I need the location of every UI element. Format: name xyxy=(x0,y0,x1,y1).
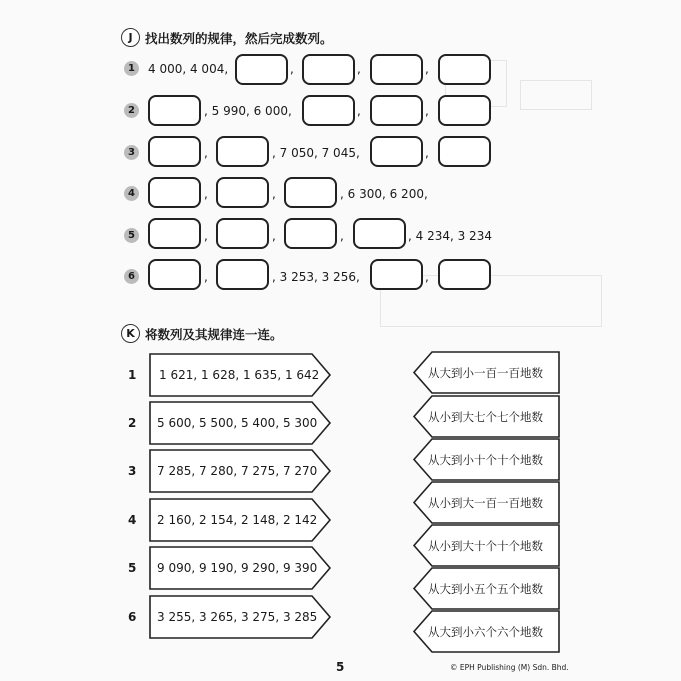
sequence-text: 5 600, 5 500, 5 400, 5 300 xyxy=(157,416,318,430)
sequence-text: 2 160, 2 154, 2 148, 2 142 xyxy=(157,513,318,527)
separator-comma: , xyxy=(357,62,361,76)
rule-text: 从大到小六个六个地数 xyxy=(428,625,543,639)
sequence-text: 9 090, 9 190, 9 290, 9 390 xyxy=(157,561,318,575)
separator-comma: , xyxy=(272,229,276,243)
sequence-given: 4 000, 4 004, xyxy=(148,62,229,76)
separator-comma: , xyxy=(204,229,208,243)
sequence-text: 1 621, 1 628, 1 635, 1 642 xyxy=(159,368,320,382)
question-number: 2 xyxy=(124,103,139,118)
rule-text: 从小到大七个七个地数 xyxy=(428,410,543,424)
separator-comma: , xyxy=(425,62,429,76)
separator-comma: , xyxy=(425,146,429,160)
question-number: 4 xyxy=(124,186,139,201)
sequence-given: , 3 253, 3 256, xyxy=(272,270,360,284)
question-number: 6 xyxy=(128,610,137,624)
question-number: 4 xyxy=(128,513,137,527)
section-title-k: 将数列及其规律连一连。 xyxy=(145,327,283,342)
section-badge-j: J xyxy=(121,28,140,47)
rule-text: 从大到小一百一百地数 xyxy=(428,366,543,380)
separator-comma: , xyxy=(204,146,208,160)
separator-comma: , xyxy=(204,270,208,284)
separator-comma: , xyxy=(204,187,208,201)
section-badge-k: K xyxy=(121,324,140,343)
sequence-given: , 4 234, 3 234 xyxy=(408,229,492,243)
sequence-given: , 7 050, 7 045, xyxy=(272,146,360,160)
rule-text: 从小到大十个十个地数 xyxy=(428,539,543,553)
sequence-given: , 5 990, 6 000, xyxy=(204,104,292,118)
rule-text: 从小到大一百一百地数 xyxy=(428,496,543,510)
separator-comma: , xyxy=(425,270,429,284)
question-number: 1 xyxy=(124,61,139,76)
question-number: 3 xyxy=(128,464,137,478)
question-number: 5 xyxy=(128,561,137,575)
sequence-given: , 6 300, 6 200, xyxy=(340,187,428,201)
separator-comma: , xyxy=(425,104,429,118)
question-number: 6 xyxy=(124,269,139,284)
separator-comma: , xyxy=(272,187,276,201)
question-number: 3 xyxy=(124,145,139,160)
question-number: 5 xyxy=(124,228,139,243)
rule-text: 从大到小十个十个地数 xyxy=(428,453,543,467)
separator-comma: , xyxy=(357,104,361,118)
section-title-j: 找出数列的规律，然后完成数列。 xyxy=(145,31,333,46)
sequence-text: 7 285, 7 280, 7 275, 7 270 xyxy=(157,464,318,478)
question-number: 2 xyxy=(128,416,137,430)
separator-comma: , xyxy=(340,229,344,243)
rule-text: 从大到小五个五个地数 xyxy=(428,582,543,596)
question-number: 1 xyxy=(128,368,137,382)
publisher-credit: © EPH Publishing (M) Sdn. Bhd. xyxy=(450,663,569,672)
sequence-text: 3 255, 3 265, 3 275, 3 285 xyxy=(157,610,318,624)
separator-comma: , xyxy=(290,62,294,76)
page-number: 5 xyxy=(336,660,345,674)
